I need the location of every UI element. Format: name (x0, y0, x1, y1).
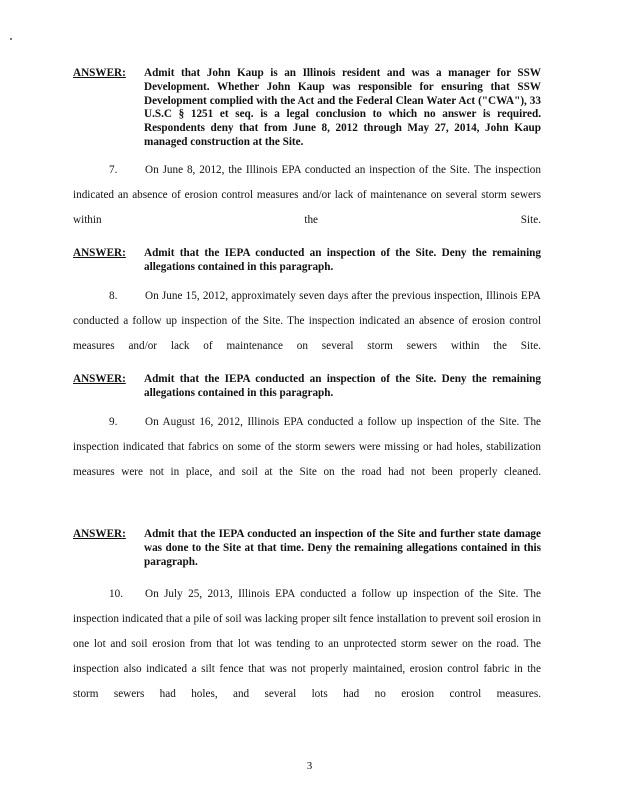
page-number: 3 (306, 760, 313, 772)
answer-label: ANSWER: (73, 247, 126, 259)
paragraph-7 (73, 158, 541, 233)
paragraph-text: On August 16, 2012, Illinois EPA conducted a follow up inspection of the Site. The inspection indicated that fabrics on some of the storm sewers were missing or had holes, stabilization measures were not in place, and soil at the Site on the road had not been properly cleaned. (73, 416, 541, 478)
answer-block-6 (73, 67, 541, 150)
paragraph-text: On July 25, 2013, Illinois EPA conducted a follow up inspection of the Site. The inspection indicated that a pile of soil was lacking proper silt fence installation to prevent soil erosion in one lot and soil erosion from that lot was tending to an unprotected storm sewer on the road. The inspection also indicated a silt fence that was not properly maintained, erosion control fabric in the storm sewers had holes, and several lots had no erosion control measures. (73, 588, 541, 700)
answer-label: ANSWER: (73, 67, 126, 79)
paragraph-10 (73, 582, 541, 707)
paragraph-number: 9. (109, 416, 118, 428)
scan-speck (10, 38, 12, 40)
answer-text: Admit that the IEPA conducted an inspection of the Site and further state damage was done to the Site at that time. Deny the remaining allegations contained in this paragraph. (144, 528, 541, 568)
paragraph-9 (73, 410, 541, 485)
answer-block-9 (73, 528, 541, 569)
paragraph-number: 10. (109, 588, 123, 600)
answer-text: Admit that the IEPA conducted an inspection of the Site. Deny the remaining allegations contained in this paragraph. (144, 247, 541, 273)
paragraph-number: 8. (109, 290, 118, 302)
paragraph-text: On June 15, 2012, approximately seven days after the previous inspection, Illinois EPA conducted a follow up inspection of the Site. The inspection indicated an absence of erosion control measures and/or lack of maintenance on several storm sewers within the Site. (73, 290, 541, 352)
answer-label: ANSWER: (73, 528, 126, 540)
paragraph-8 (73, 284, 541, 359)
answer-text: Admit that the IEPA conducted an inspection of the Site. Deny the remaining allegations contained in this paragraph. (144, 373, 541, 399)
answer-text: Admit that John Kaup is an Illinois resident and was a manager for SSW Development. Whether John Kaup was responsible for ensuring that SSW Development complied with the Act and the Federal Clean Water Act ("CWA"), 33 U.S.C § 1251 et seq. is a legal conclusion to which no answer is required. Respondents deny that from June 8, 2012 through May 27, 2014, John Kaup managed construction at the Site. (144, 67, 541, 148)
answer-block-7 (73, 247, 541, 275)
answer-block-8 (73, 373, 541, 401)
paragraph-number: 7. (109, 164, 118, 176)
answer-label: ANSWER: (73, 373, 126, 385)
paragraph-text: On June 8, 2012, the Illinois EPA conducted an inspection of the Site. The inspection indicated an absence of erosion control measures and/or lack of maintenance on several storm sewers within the Site. (73, 164, 541, 226)
